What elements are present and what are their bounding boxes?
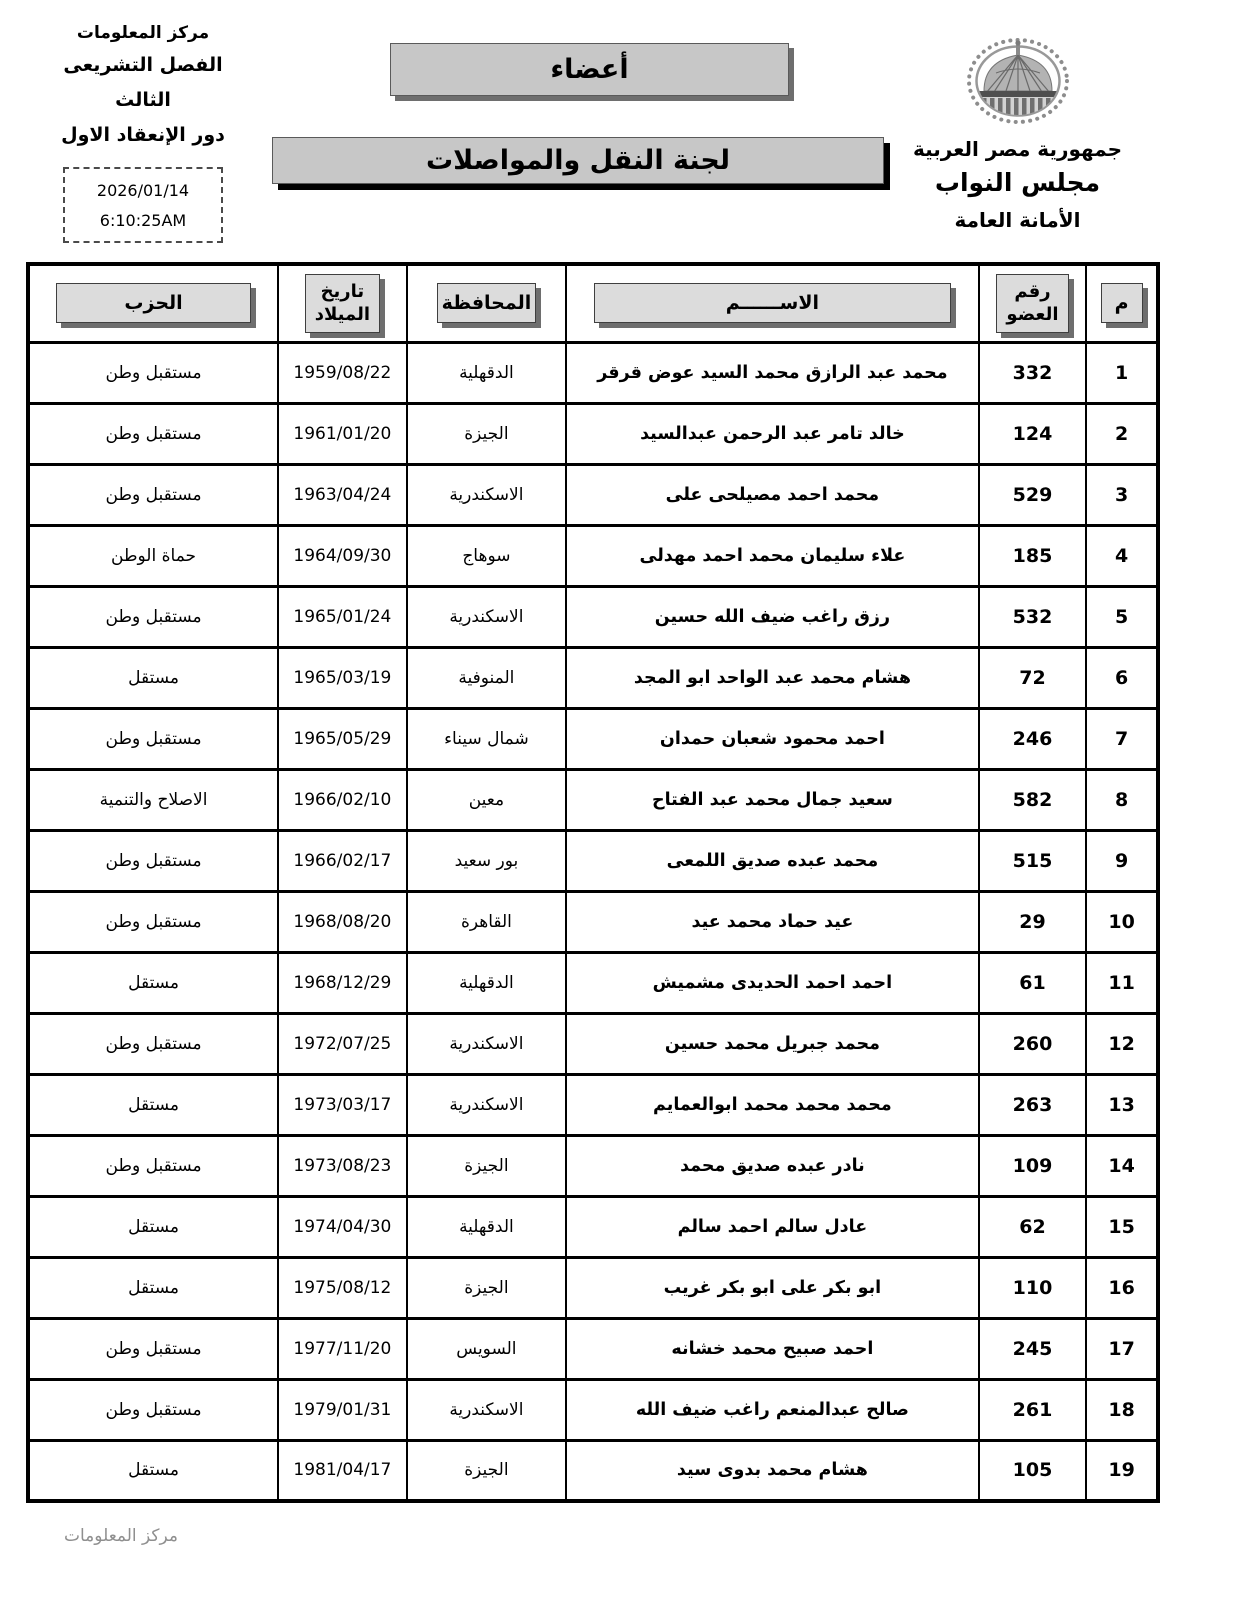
cell-name: سعيد جمال محمد عبد الفتاح: [566, 769, 979, 830]
cell-birth-date: 1965/05/29: [278, 708, 407, 769]
header-governorate-box: المحافظة: [437, 283, 535, 323]
table-row: [28, 586, 1158, 647]
cell-governorate: سوهاج: [407, 525, 566, 586]
page-header: [0, 0, 1236, 262]
cell-party: مستقبل وطن: [28, 1318, 278, 1379]
cell-birth-date: 1966/02/10: [278, 769, 407, 830]
cell-serial: 11: [1086, 952, 1158, 1013]
cell-governorate: بور سعيد: [407, 830, 566, 891]
cell-birth-date: 1968/12/29: [278, 952, 407, 1013]
cell-governorate: الدقهلية: [407, 952, 566, 1013]
cell-name: محمد عبد الرازق محمد السيد عوض قرقر: [566, 342, 979, 403]
cell-party: مستقل: [28, 647, 278, 708]
cell-birth-date: 1979/01/31: [278, 1379, 407, 1440]
cell-party: مستقل: [28, 952, 278, 1013]
cell-birth-date: 1966/02/17: [278, 830, 407, 891]
cell-birth-date: 1968/08/20: [278, 891, 407, 952]
cell-birth-date: 1961/01/20: [278, 403, 407, 464]
report-time: 6:10:25AM: [99, 210, 187, 230]
table-row: [28, 1135, 1158, 1196]
cell-party: مستقبل وطن: [28, 403, 278, 464]
cell-serial: 6: [1086, 647, 1158, 708]
table-row: [28, 708, 1158, 769]
cell-member-number: 110: [979, 1257, 1087, 1318]
cell-party: مستقل: [28, 1440, 278, 1501]
header-birth-date-line1: تاريخ: [320, 280, 365, 302]
header-member-number-box: [996, 274, 1068, 333]
cell-serial: 4: [1086, 525, 1158, 586]
cell-birth-date: 1964/09/30: [278, 525, 407, 586]
meta-block: [36, 18, 250, 243]
cell-party: مستقبل وطن: [28, 342, 278, 403]
cell-name: عادل سالم احمد سالم: [566, 1196, 979, 1257]
cell-governorate: الجيزة: [407, 1440, 566, 1501]
cell-serial: 8: [1086, 769, 1158, 830]
cell-governorate: شمال سيناء: [407, 708, 566, 769]
cell-name: علاء سليمان محمد احمد مهدلى: [566, 525, 979, 586]
cell-serial: 16: [1086, 1257, 1158, 1318]
cell-member-number: 582: [979, 769, 1087, 830]
header-member-number-line2: العضو: [1006, 304, 1059, 326]
cell-birth-date: 1963/04/24: [278, 464, 407, 525]
table-header-row: [28, 264, 1158, 342]
cell-birth-date: 1959/08/22: [278, 342, 407, 403]
legislative-term-label: الفصل التشريعى الثالث: [63, 54, 223, 111]
cell-serial: 3: [1086, 464, 1158, 525]
cell-name: احمد صبيح محمد خشانه: [566, 1318, 979, 1379]
table-row: [28, 769, 1158, 830]
cell-party: حماة الوطن: [28, 525, 278, 586]
cell-name: عيد حماد محمد عيد: [566, 891, 979, 952]
table-row: [28, 1196, 1158, 1257]
cell-serial: 5: [1086, 586, 1158, 647]
cell-governorate: السويس: [407, 1318, 566, 1379]
committee-title-box: لجنة النقل والمواصلات: [272, 137, 884, 184]
cell-member-number: 515: [979, 830, 1087, 891]
cell-serial: 13: [1086, 1074, 1158, 1135]
cell-serial: 1: [1086, 342, 1158, 403]
cell-serial: 12: [1086, 1013, 1158, 1074]
table-body: [28, 342, 1158, 1501]
council-title: مجلس النواب: [934, 168, 1101, 197]
parliament-dome-icon: [965, 33, 1071, 127]
cell-birth-date: 1981/04/17: [278, 1440, 407, 1501]
cell-serial: 10: [1086, 891, 1158, 952]
cell-birth-date: 1973/03/17: [278, 1074, 407, 1135]
cell-party: مستقبل وطن: [28, 891, 278, 952]
cell-member-number: 260: [979, 1013, 1087, 1074]
cell-governorate: الاسكندرية: [407, 1379, 566, 1440]
header-name: [566, 264, 979, 342]
cell-birth-date: 1974/04/30: [278, 1196, 407, 1257]
cell-member-number: 185: [979, 525, 1087, 586]
cell-name: هشام محمد بدوى سيد: [566, 1440, 979, 1501]
cell-party: مستقبل وطن: [28, 464, 278, 525]
cell-serial: 9: [1086, 830, 1158, 891]
cell-governorate: الجيزة: [407, 1257, 566, 1318]
cell-member-number: 332: [979, 342, 1087, 403]
table-row: [28, 342, 1158, 403]
table-row: [28, 1013, 1158, 1074]
header-name-box: الاســــــم: [594, 283, 952, 323]
cell-serial: 19: [1086, 1440, 1158, 1501]
info-center-label: مركز المعلومات: [76, 23, 210, 43]
country-title: جمهورية مصر العربية: [912, 137, 1123, 161]
members-title-box: أعضاء: [390, 43, 789, 96]
cell-name: رزق راغب ضيف الله حسين: [566, 586, 979, 647]
table-row: [28, 1379, 1158, 1440]
secretariat-title: الأمانة العامة: [954, 208, 1081, 232]
table-row: [28, 891, 1158, 952]
cell-party: مستقبل وطن: [28, 830, 278, 891]
table-row: [28, 1074, 1158, 1135]
cell-governorate: الجيزة: [407, 1135, 566, 1196]
header-birth-date-box: [305, 274, 380, 333]
header-party: [28, 264, 278, 342]
cell-name: محمد جبريل محمد حسين: [566, 1013, 979, 1074]
cell-member-number: 263: [979, 1074, 1087, 1135]
cell-governorate: الدقهلية: [407, 342, 566, 403]
cell-party: مستقبل وطن: [28, 1379, 278, 1440]
cell-member-number: 105: [979, 1440, 1087, 1501]
cell-governorate: الاسكندرية: [407, 586, 566, 647]
cell-governorate: المنوفية: [407, 647, 566, 708]
footer-label: مركز المعلومات: [64, 1526, 178, 1546]
cell-party: مستقبل وطن: [28, 708, 278, 769]
cell-party: مستقل: [28, 1074, 278, 1135]
cell-name: نادر عبده صديق محمد: [566, 1135, 979, 1196]
cell-member-number: 109: [979, 1135, 1087, 1196]
cell-birth-date: 1965/01/24: [278, 586, 407, 647]
org-block: [905, 0, 1130, 232]
cell-serial: 2: [1086, 403, 1158, 464]
cell-member-number: 529: [979, 464, 1087, 525]
cell-name: احمد محمود شعبان حمدان: [566, 708, 979, 769]
cell-birth-date: 1965/03/19: [278, 647, 407, 708]
header-party-box: الحزب: [56, 283, 250, 323]
header-member-number: [979, 264, 1087, 342]
table-row: [28, 830, 1158, 891]
cell-governorate: الاسكندرية: [407, 464, 566, 525]
table-row: [28, 403, 1158, 464]
cell-governorate: القاهرة: [407, 891, 566, 952]
table-row: [28, 1440, 1158, 1501]
header-governorate: [407, 264, 566, 342]
cell-governorate: الدقهلية: [407, 1196, 566, 1257]
cell-birth-date: 1972/07/25: [278, 1013, 407, 1074]
cell-birth-date: 1975/08/12: [278, 1257, 407, 1318]
cell-member-number: 246: [979, 708, 1087, 769]
table-row: [28, 1318, 1158, 1379]
cell-name: محمد احمد مصيلحى على: [566, 464, 979, 525]
cell-member-number: 72: [979, 647, 1087, 708]
cell-name: محمد عبده صديق اللمعى: [566, 830, 979, 891]
datetime-box: [63, 167, 223, 243]
cell-name: هشام محمد عبد الواحد ابو المجد: [566, 647, 979, 708]
table-row: [28, 647, 1158, 708]
header-birth-date: [278, 264, 407, 342]
table-row: [28, 464, 1158, 525]
cell-serial: 14: [1086, 1135, 1158, 1196]
cell-party: مستقل: [28, 1196, 278, 1257]
header-serial-box: م: [1101, 283, 1143, 323]
table-row: [28, 952, 1158, 1013]
cell-governorate: الجيزة: [407, 403, 566, 464]
cell-party: مستقبل وطن: [28, 1135, 278, 1196]
cell-governorate: الاسكندرية: [407, 1013, 566, 1074]
cell-member-number: 124: [979, 403, 1087, 464]
cell-party: مستقل: [28, 1257, 278, 1318]
cell-member-number: 532: [979, 586, 1087, 647]
cell-party: مستقبل وطن: [28, 586, 278, 647]
members-table: [26, 262, 1160, 1503]
cell-member-number: 245: [979, 1318, 1087, 1379]
header-member-number-line1: رقم: [1014, 280, 1051, 302]
cell-serial: 7: [1086, 708, 1158, 769]
table-row: [28, 1257, 1158, 1318]
cell-serial: 17: [1086, 1318, 1158, 1379]
header-serial: [1086, 264, 1158, 342]
cell-name: ابو بكر على ابو بكر غريب: [566, 1257, 979, 1318]
cell-party: الاصلاح والتنمية: [28, 769, 278, 830]
cell-name: خالد تامر عبد الرحمن عبدالسيد: [566, 403, 979, 464]
cell-party: مستقبل وطن: [28, 1013, 278, 1074]
cell-serial: 15: [1086, 1196, 1158, 1257]
cell-name: محمد محمد محمد ابوالعمايم: [566, 1074, 979, 1135]
report-date: 2026/01/14: [96, 180, 190, 200]
session-label: دور الإنعقاد الاول: [61, 124, 225, 146]
cell-birth-date: 1977/11/20: [278, 1318, 407, 1379]
cell-member-number: 62: [979, 1196, 1087, 1257]
table-row: [28, 525, 1158, 586]
cell-name: صالح عبدالمنعم راغب ضيف الله: [566, 1379, 979, 1440]
cell-governorate: الاسكندرية: [407, 1074, 566, 1135]
cell-serial: 18: [1086, 1379, 1158, 1440]
cell-name: احمد احمد الحديدى مشميش: [566, 952, 979, 1013]
cell-member-number: 29: [979, 891, 1087, 952]
header-birth-date-line2: الميلاد: [314, 304, 371, 326]
cell-governorate: معين: [407, 769, 566, 830]
cell-member-number: 261: [979, 1379, 1087, 1440]
cell-member-number: 61: [979, 952, 1087, 1013]
cell-birth-date: 1973/08/23: [278, 1135, 407, 1196]
